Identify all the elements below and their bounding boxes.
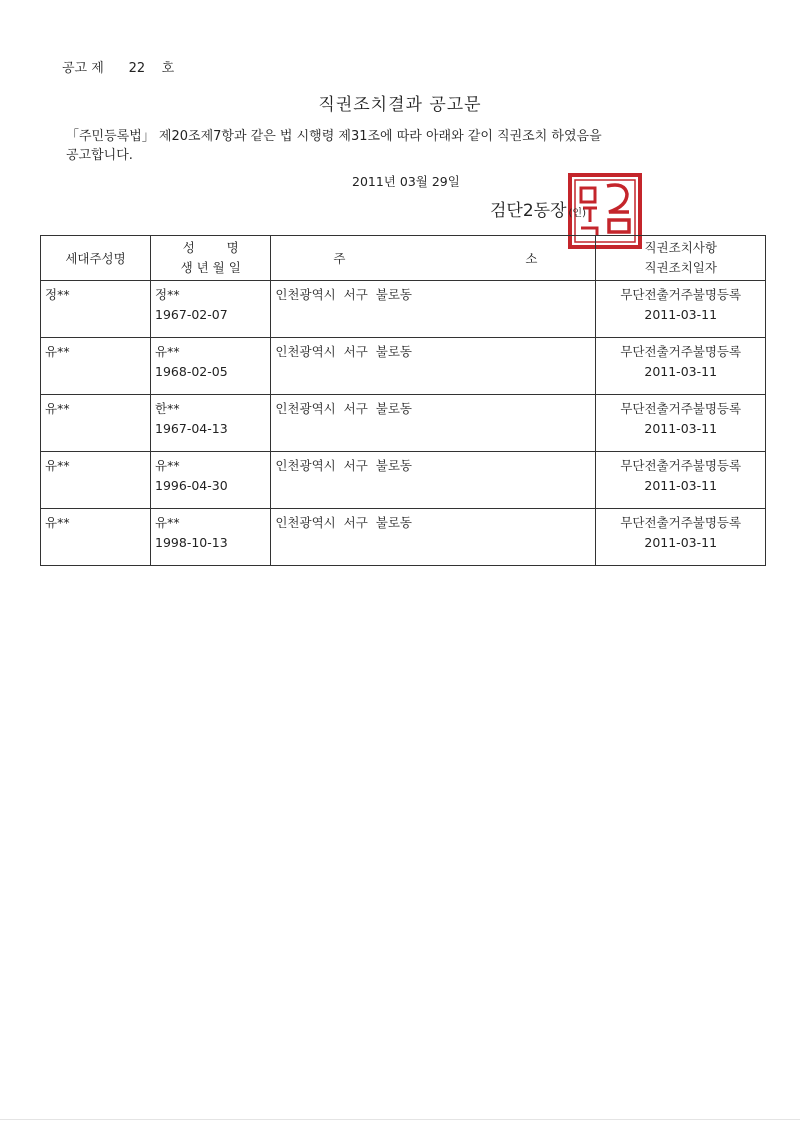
cell-birth: 1996-04-30	[155, 478, 228, 493]
cell-birth: 1967-04-13	[155, 421, 228, 436]
cell-address: 인천광역시 서구 불로동	[271, 281, 596, 338]
cell-name: 유**	[155, 458, 180, 473]
header-household-head: 세대주성명	[41, 236, 151, 281]
cell-action-date: 2011-03-11	[644, 421, 718, 436]
cell-name-birth	[151, 281, 271, 338]
cell-address: 인천광역시 서구 불로동	[271, 395, 596, 452]
page-edge-divider	[0, 1119, 800, 1120]
document-title: 직권조치결과 공고문	[318, 95, 482, 115]
cell-action	[596, 395, 766, 452]
header-birth: 생 년 월 일	[180, 260, 241, 275]
cell-household-head: 유**	[41, 395, 151, 452]
notice-number: 공고 제 22 호	[62, 61, 175, 76]
cell-household-head: 정**	[41, 281, 151, 338]
cell-household-head: 유**	[41, 452, 151, 509]
cell-action-date: 2011-03-11	[644, 364, 718, 379]
header-action-type: 직권조치사항	[644, 240, 717, 255]
cell-birth: 1967-02-07	[155, 307, 228, 322]
cell-name-birth	[151, 395, 271, 452]
cell-name: 한**	[155, 401, 180, 416]
table-row	[41, 338, 766, 395]
seal-mark: (인)	[568, 208, 586, 219]
table-header-row	[41, 236, 766, 281]
cell-action	[596, 338, 766, 395]
cell-action-type: 무단전출거주불명등록	[620, 401, 742, 416]
table-row	[41, 509, 766, 566]
cell-address: 인천광역시 서구 불로동	[271, 338, 596, 395]
header-action-date: 직권조치일자	[644, 260, 717, 275]
cell-action-date: 2011-03-11	[644, 478, 718, 493]
office-name: 검단2동장	[490, 201, 567, 221]
intro-line-2: 공고합니다.	[66, 148, 133, 163]
cell-action	[596, 281, 766, 338]
cell-action-type: 무단전출거주불명등록	[620, 515, 742, 530]
cell-address: 인천광역시 서구 불로동	[271, 452, 596, 509]
cell-name: 유**	[155, 515, 180, 530]
header-action	[596, 236, 766, 281]
cell-household-head: 유**	[41, 509, 151, 566]
intro-line-1: 「주민등록법」 제20조제7항과 같은 법 시행령 제31조에 따라 아래와 같이 직권조치 하였음을	[66, 129, 602, 144]
header-address	[271, 236, 596, 281]
header-address-left: 주	[333, 251, 346, 266]
table-row	[41, 395, 766, 452]
cell-birth: 1998-10-13	[155, 535, 228, 550]
cell-name: 유**	[155, 344, 180, 359]
cell-name-birth	[151, 338, 271, 395]
table-row	[41, 281, 766, 338]
cell-action-type: 무단전출거주불명등록	[620, 287, 742, 302]
notice-date: 2011년 03월 29일	[352, 174, 460, 189]
cell-action-type: 무단전출거주불명등록	[620, 458, 742, 473]
table-row	[41, 452, 766, 509]
cell-action-type: 무단전출거주불명등록	[620, 344, 742, 359]
cell-action	[596, 452, 766, 509]
intro-text	[66, 127, 726, 165]
cell-action-date: 2011-03-11	[644, 307, 718, 322]
header-name: 성 명	[182, 240, 239, 255]
cell-birth: 1968-02-05	[155, 364, 228, 379]
header-address-right: 소	[525, 251, 538, 266]
cell-action-date: 2011-03-11	[644, 535, 718, 550]
action-table	[40, 235, 766, 566]
cell-name: 정**	[155, 287, 180, 302]
cell-household-head: 유**	[41, 338, 151, 395]
cell-address: 인천광역시 서구 불로동	[271, 509, 596, 566]
office-signature	[490, 196, 586, 221]
cell-name-birth	[151, 509, 271, 566]
cell-action	[596, 509, 766, 566]
cell-name-birth	[151, 452, 271, 509]
header-name-birth	[151, 236, 271, 281]
